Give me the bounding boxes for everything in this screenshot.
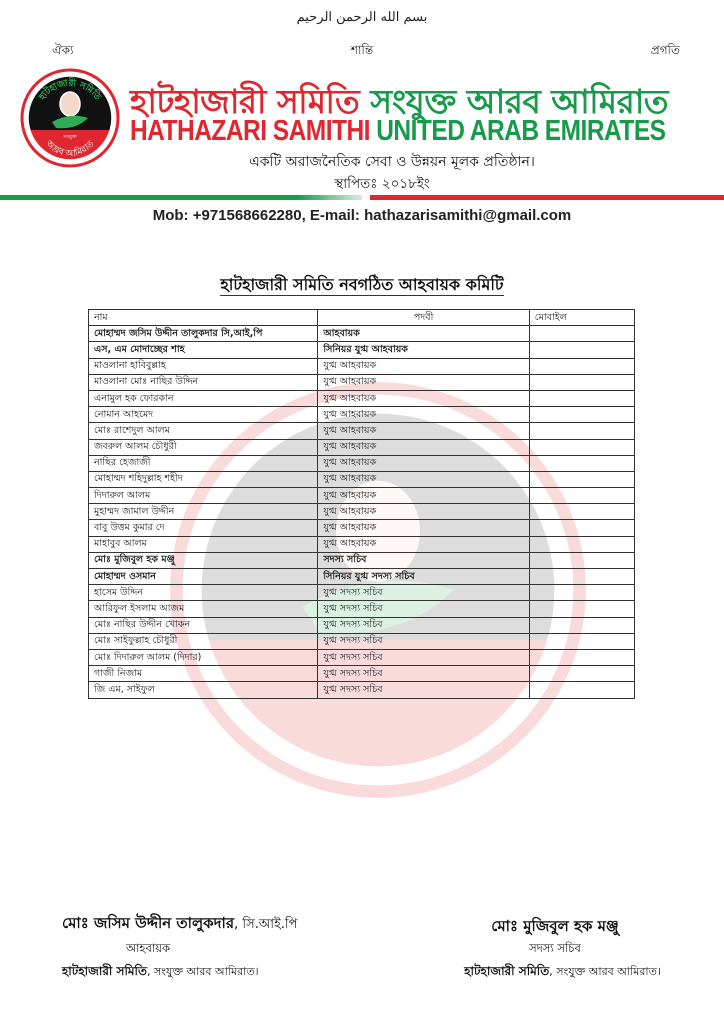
logo-top-text: হাটহাজারী সমিতি (37, 78, 103, 103)
member-designation-cell: যুগ্ম আহবায়ক (318, 374, 529, 390)
header-divider-red (370, 195, 724, 200)
member-designation-cell: যুগ্ম সদস্য সচিব (318, 682, 529, 698)
table-row (89, 666, 635, 682)
member-designation-cell: যুগ্ম সদস্য সচিব (318, 633, 529, 649)
logo-middle-text: সংযুক্ত (63, 134, 77, 140)
member-name-cell: নাছির হেজাজী (89, 455, 318, 471)
member-name-cell: মোহাম্মদ শহিদুল্লাহ শহীদ (89, 471, 318, 487)
member-mobile-cell (529, 423, 634, 439)
member-name-cell: গাজী নিজাম (89, 666, 318, 682)
table-row (89, 682, 635, 698)
member-mobile-cell (529, 633, 634, 649)
member-designation-cell: আহবায়ক (318, 326, 529, 342)
committee-table-body (89, 326, 635, 698)
member-name-cell: হাসেম উদ্দিন (89, 585, 318, 601)
header-mobile: মোবাইল (529, 310, 634, 326)
table-row (89, 617, 635, 633)
title-en-red: HATHAZARI SAMITHI (130, 115, 370, 147)
logo-bottom-text: আরব আমিরাত (43, 139, 97, 160)
member-designation-cell: যুগ্ম আহবায়ক (318, 455, 529, 471)
member-name-cell: মোঃ দিদারুল আলম (দিদার) (89, 649, 318, 665)
member-name-cell: মাওলানা মোঃ নাছির উদ্দিন (89, 374, 318, 390)
member-mobile-cell (529, 520, 634, 536)
member-name-cell: জবরুল আলম চৌধুরী (89, 439, 318, 455)
member-designation-cell: যুগ্ম আহবায়ক (318, 536, 529, 552)
member-mobile-cell (529, 666, 634, 682)
member-designation-cell: সদস্য সচিব (318, 552, 529, 568)
member-mobile-cell (529, 374, 634, 390)
signatory-right-role: সদস্য সচিব (529, 941, 581, 955)
motto-progress: প্রগতি (650, 43, 680, 57)
member-name-cell: মোহাম্মদ ওসমান (89, 569, 318, 585)
table-row (89, 407, 635, 423)
member-mobile-cell (529, 504, 634, 520)
member-designation-cell: যুগ্ম সদস্য সচিব (318, 601, 529, 617)
member-designation-cell: যুগ্ম আহবায়ক (318, 488, 529, 504)
member-name-cell: এস, এম মোদাচ্ছের শাহ (89, 342, 318, 358)
signatory-left-org (62, 963, 259, 983)
table-row (89, 585, 635, 601)
member-mobile-cell (529, 601, 634, 617)
member-name-cell: মোঃ রাশেদুল আলম (89, 423, 318, 439)
table-row (89, 569, 635, 585)
org-title-english (130, 115, 665, 148)
signatory-right-org (455, 963, 670, 983)
member-mobile-cell (529, 569, 634, 585)
member-mobile-cell (529, 407, 634, 423)
header-designation: পদবী (318, 310, 529, 326)
table-row (89, 552, 635, 568)
table-row (89, 504, 635, 520)
table-row (89, 374, 635, 390)
member-designation-cell: যুগ্ম আহবায়ক (318, 423, 529, 439)
member-designation-cell: যুগ্ম আহবায়ক (318, 358, 529, 374)
motto-unity: ঐক্য (52, 43, 74, 57)
member-mobile-cell (529, 682, 634, 698)
table-row (89, 326, 635, 342)
member-mobile-cell (529, 358, 634, 374)
member-designation-cell: যুগ্ম সদস্য সচিব (318, 666, 529, 682)
member-name-cell: মোহাম্মদ জসিম উদ্দীন তালুকদার সি,আই,পি (89, 326, 318, 342)
signatory-right-org-main: হাটহাজারী সমিতি (464, 964, 550, 978)
header-name: নাম (89, 310, 318, 326)
member-name-cell: জি এম, সাইফুল (89, 682, 318, 698)
table-row (89, 358, 635, 374)
member-name-cell: মোঃ নাছির উদ্দীন খোকন (89, 617, 318, 633)
member-name-cell: মাওলানা হাবিবুল্লাহ (89, 358, 318, 374)
bismillah-calligraphy: بسم الله الرحمن الرحيم (296, 10, 428, 25)
member-designation-cell: সিনিয়র যুগ্ম আহবায়ক (318, 342, 529, 358)
member-mobile-cell (529, 585, 634, 601)
member-name-cell: এনামুল হক ফোরকান (89, 390, 318, 406)
member-name-cell: মুহাম্মদ জামাল উদ্দীন (89, 504, 318, 520)
member-mobile-cell (529, 342, 634, 358)
table-row (89, 488, 635, 504)
member-designation-cell: যুগ্ম আহবায়ক (318, 504, 529, 520)
table-row (89, 423, 635, 439)
member-mobile-cell (529, 552, 634, 568)
signatory-left-org-rest: , সংযুক্ত আরব আমিরাত। (147, 965, 259, 978)
member-name-cell: আরিফুল ইসলাম আজম (89, 601, 318, 617)
contact-info: Mob: +971568662280, E-mail: hathazarisamithi@gmail.com (152, 207, 572, 224)
member-name-cell: বাবু উত্তম কুমার দে (89, 520, 318, 536)
member-mobile-cell (529, 326, 634, 342)
handshake-icon (60, 92, 80, 116)
table-header-row (89, 310, 635, 326)
member-mobile-cell (529, 649, 634, 665)
table-row (89, 601, 635, 617)
signatory-left-suffix: , সি.আই.পি (234, 917, 298, 932)
document-title-text: হাটহাজারী সমিতি নবগঠিত আহবায়ক কমিটি (220, 275, 504, 294)
org-subtitle: একটি অরাজনৈতিক সেবা ও উন্নয়ন মূলক প্রতিষ্ঠান। (249, 154, 535, 170)
table-row (89, 390, 635, 406)
signatory-right-org-rest: , সংযুক্ত আরব আমিরাত। (549, 965, 661, 978)
member-designation-cell: যুগ্ম সদস্য সচিব (318, 585, 529, 601)
member-designation-cell: যুগ্ম আহবায়ক (318, 407, 529, 423)
table-row (89, 455, 635, 471)
table-row (89, 342, 635, 358)
motto-peace: শান্তি (350, 43, 374, 57)
member-name-cell: নোমান আহমেদ (89, 407, 318, 423)
member-designation-cell: যুগ্ম আহবায়ক (318, 439, 529, 455)
table-row (89, 520, 635, 536)
member-mobile-cell (529, 617, 634, 633)
member-designation-cell: যুগ্ম সদস্য সচিব (318, 649, 529, 665)
member-mobile-cell (529, 390, 634, 406)
member-mobile-cell (529, 536, 634, 552)
member-designation-cell: যুগ্ম সদস্য সচিব (318, 617, 529, 633)
signatory-left-name-text: মোঃ জসিম উদ্দীন তালুকদার (62, 914, 235, 932)
established-date: স্থাপিতঃ ২০১৮ইং (334, 176, 430, 192)
signatory-left-org-main: হাটহাজারী সমিতি (62, 964, 147, 978)
table-row (89, 633, 635, 649)
member-designation-cell: সিনিয়র যুগ্ম সদস্য সচিব (318, 569, 529, 585)
member-name-cell: দিদারুল আলম (89, 488, 318, 504)
member-name-cell: মাহাবুব আলম (89, 536, 318, 552)
title-en-green: UNITED ARAB EMIRATES (376, 115, 666, 147)
table-row (89, 471, 635, 487)
member-designation-cell: যুগ্ম আহবায়ক (318, 390, 529, 406)
title-bn-green: সংযুক্ত আরব আমিরাত (370, 82, 669, 121)
member-name-cell: মোঃ মুজিবুল হক মঞ্জু (89, 552, 318, 568)
table-row (89, 649, 635, 665)
header-divider-green (0, 195, 362, 200)
member-mobile-cell (529, 471, 634, 487)
member-mobile-cell (529, 488, 634, 504)
table-row (89, 536, 635, 552)
title-bn-red: হাটহাজারী সমিতি (130, 82, 360, 121)
document-title (0, 272, 724, 299)
signatory-left-name (62, 912, 297, 937)
signatory-left-role: আহবায়ক (126, 941, 171, 955)
member-mobile-cell (529, 455, 634, 471)
committee-table (88, 309, 635, 699)
table-row (89, 439, 635, 455)
member-designation-cell: যুগ্ম আহবায়ক (318, 520, 529, 536)
member-designation-cell: যুগ্ম আহবায়ক (318, 471, 529, 487)
member-mobile-cell (529, 439, 634, 455)
member-name-cell: মোঃ সাইফুল্লাহ চৌধুরী (89, 633, 318, 649)
signatory-right-name: মোঃ মুজিবুল হক মঞ্জু (491, 917, 619, 935)
